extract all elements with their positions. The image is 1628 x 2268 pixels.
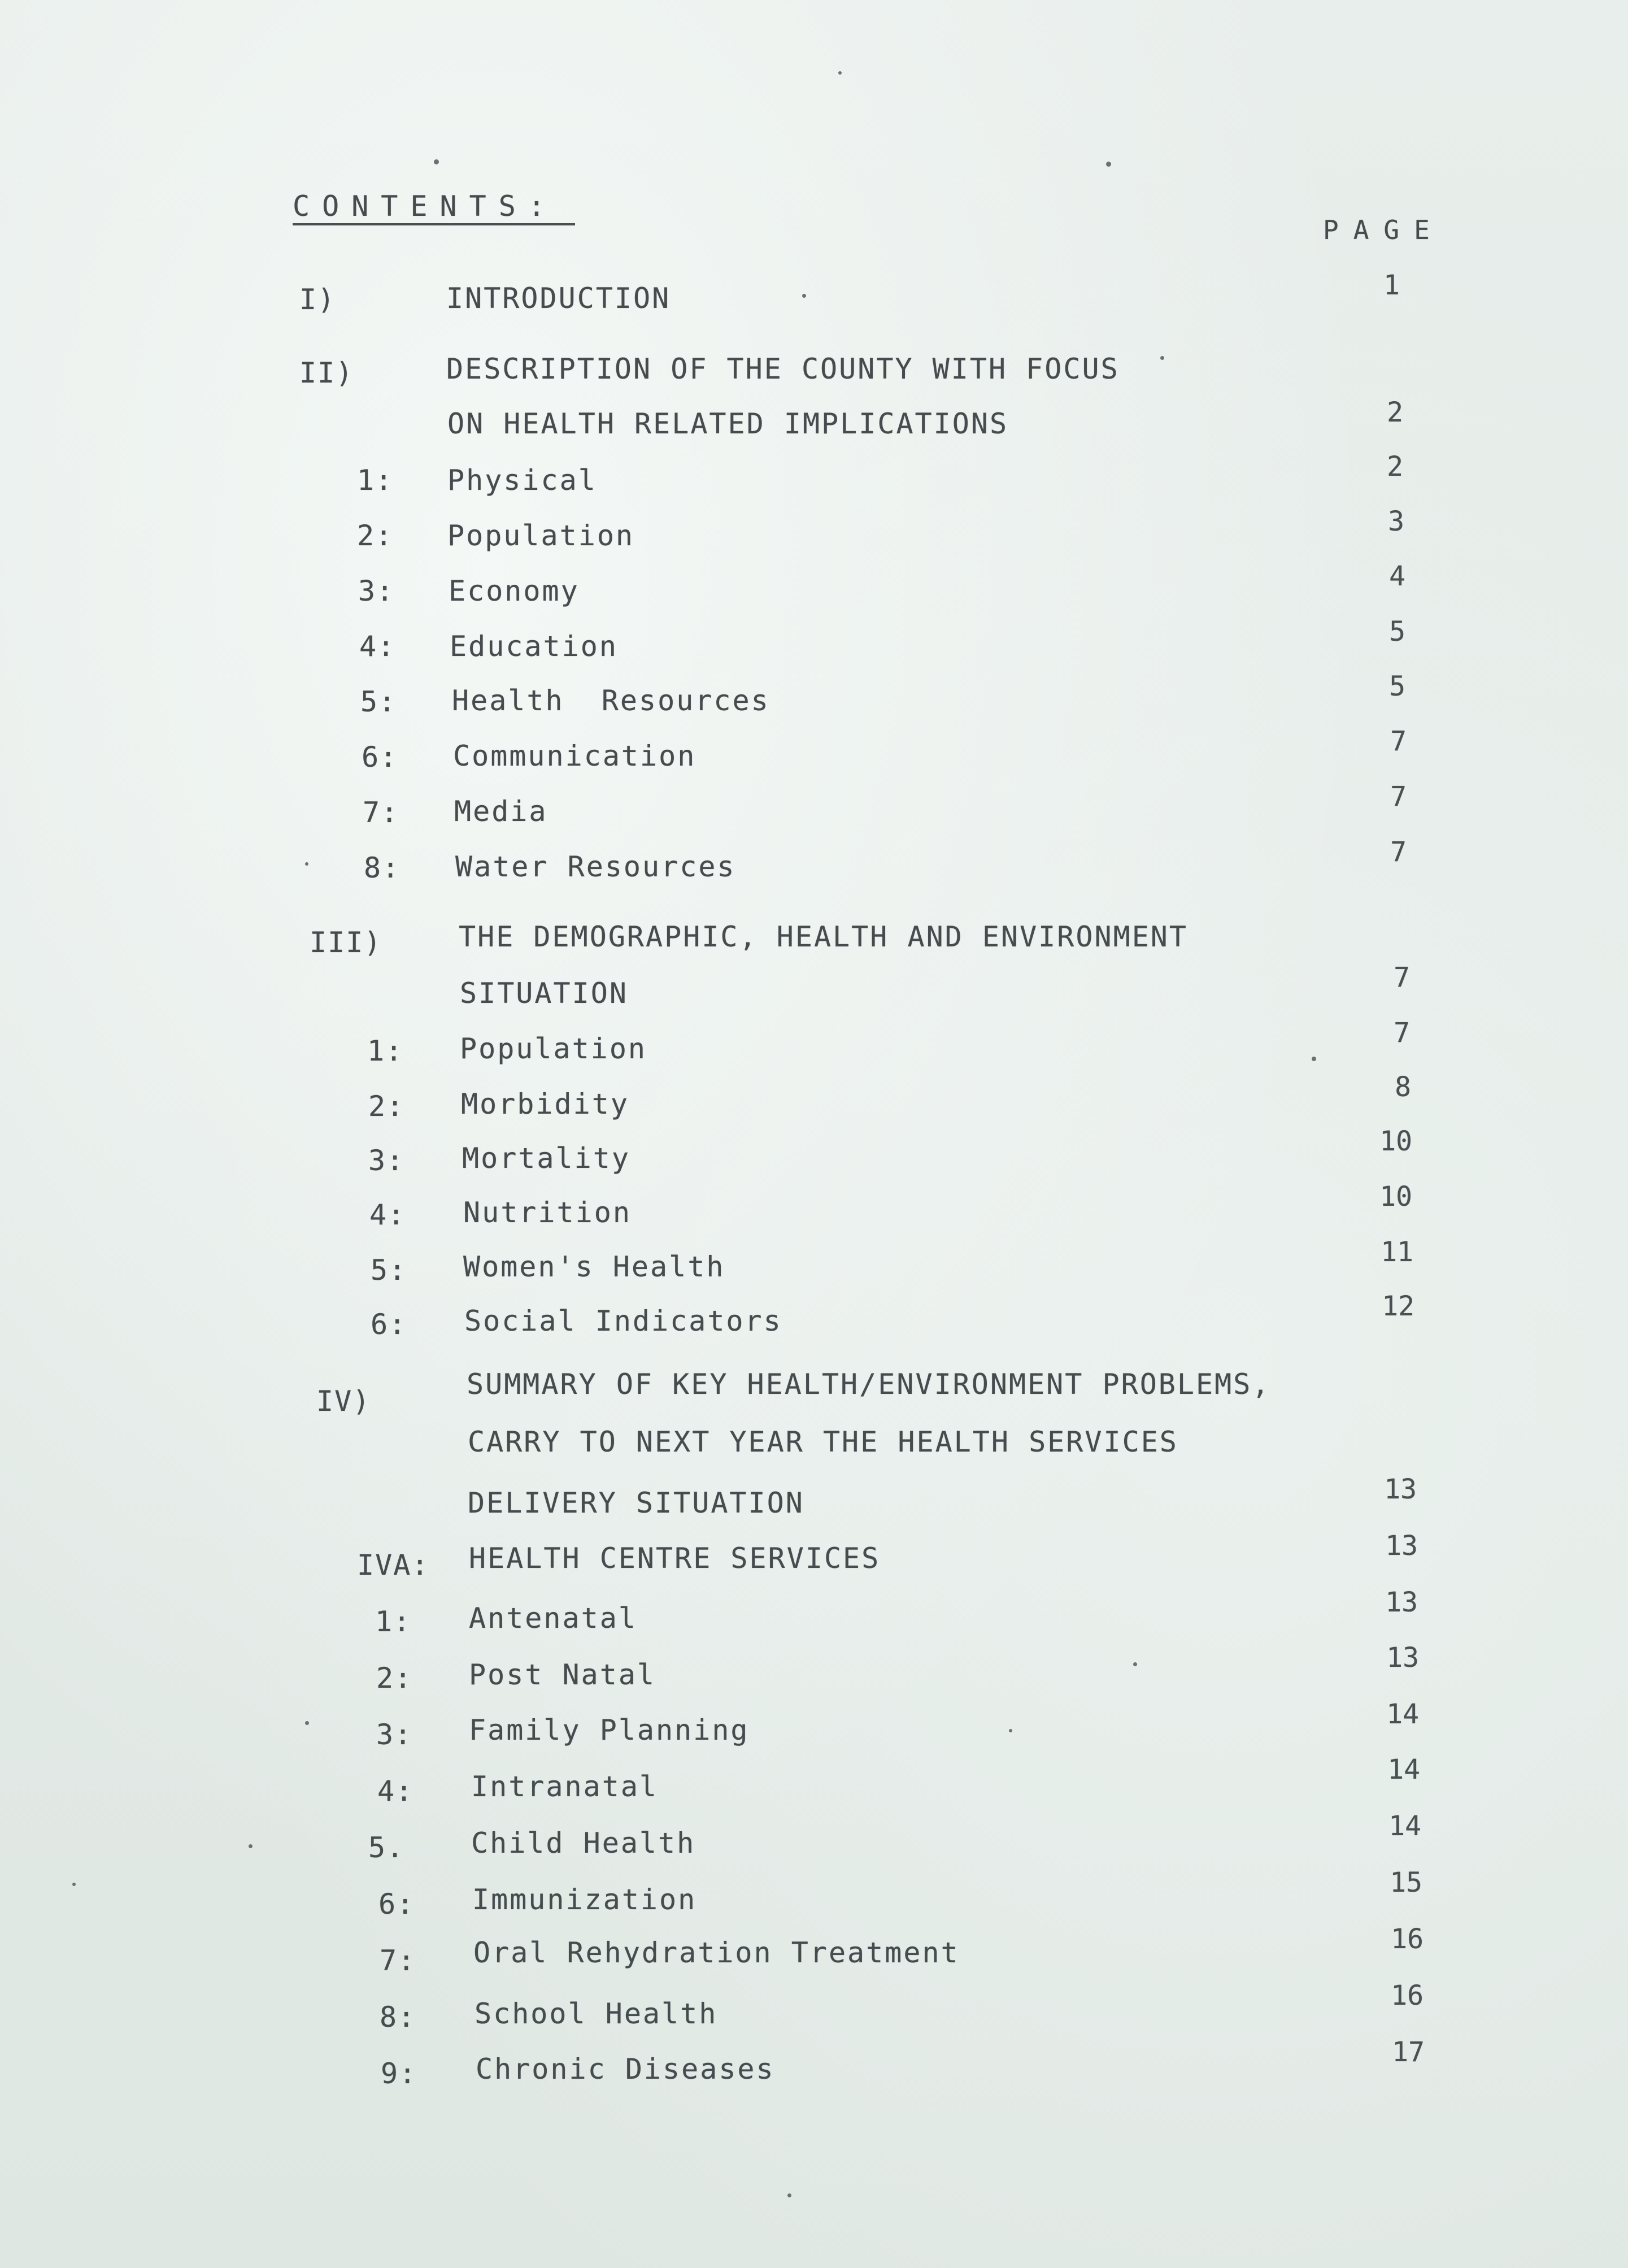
toc-page: 7 xyxy=(1390,781,1407,813)
print-speck xyxy=(1312,1057,1316,1061)
toc-title: THE DEMOGRAPHIC, HEALTH AND ENVIRONMENT xyxy=(459,920,1188,953)
toc-page: 17 xyxy=(1392,2036,1425,2068)
toc-page: 11 xyxy=(1381,1236,1413,1268)
toc-title: Morbidity xyxy=(461,1088,629,1120)
toc-number: 8: xyxy=(364,851,401,884)
toc-page: 16 xyxy=(1391,1980,1424,2011)
toc-title: INTRODUCTION xyxy=(446,282,671,315)
toc-page: 15 xyxy=(1390,1867,1422,1898)
toc-page: 10 xyxy=(1379,1181,1412,1213)
toc-title-continued: DELIVERY SITUATION xyxy=(468,1487,804,1519)
toc-number: IVA: xyxy=(357,1549,430,1581)
toc-page: 14 xyxy=(1387,1754,1420,1785)
toc-page: 4 xyxy=(1389,561,1405,592)
toc-title-continued: SITUATION xyxy=(460,977,628,1010)
toc-page: 7 xyxy=(1394,1017,1410,1049)
toc-number: 7: xyxy=(363,796,399,829)
toc-title: Mortality xyxy=(462,1142,630,1175)
print-speck xyxy=(1009,1729,1012,1732)
toc-number: I) xyxy=(299,283,336,316)
toc-number: 1: xyxy=(375,1605,412,1638)
toc-title: Media xyxy=(454,795,548,828)
print-speck xyxy=(1106,162,1111,167)
toc-page: 3 xyxy=(1388,506,1404,537)
toc-page: 16 xyxy=(1391,1923,1424,1955)
toc-page: 14 xyxy=(1388,1810,1421,1842)
toc-number: 8: xyxy=(380,2001,416,2034)
toc-page: 2 xyxy=(1387,451,1403,483)
toc-title: Nutrition xyxy=(463,1196,632,1229)
toc-number: 5: xyxy=(360,685,397,718)
print-speck xyxy=(838,71,842,75)
toc-title: Intranatal xyxy=(471,1770,659,1803)
toc-number: 1: xyxy=(357,464,394,497)
toc-title: Child Health xyxy=(471,1827,696,1859)
toc-number: III) xyxy=(310,926,382,959)
toc-number: 3: xyxy=(358,575,395,607)
print-speck xyxy=(1160,356,1164,360)
toc-page: 8 xyxy=(1395,1071,1411,1103)
print-speck xyxy=(802,294,806,298)
toc-title: Education xyxy=(450,630,618,663)
toc-title: Women's Health xyxy=(463,1250,725,1283)
toc-title: Oral Rehydration Treatment xyxy=(473,1936,960,1969)
toc-number: 4: xyxy=(369,1198,406,1231)
toc-page: 10 xyxy=(1379,1126,1412,1157)
toc-page: 13 xyxy=(1385,1587,1418,1618)
print-speck xyxy=(72,1883,76,1886)
toc-title: Water Resources xyxy=(455,850,736,883)
toc-title: Immunization xyxy=(472,1883,697,1916)
toc-page: 7 xyxy=(1390,836,1407,868)
toc-number: 2: xyxy=(368,1090,405,1123)
print-speck xyxy=(434,159,439,164)
toc-page: 14 xyxy=(1386,1698,1419,1730)
print-speck xyxy=(1133,1662,1137,1666)
toc-title: Health Resources xyxy=(452,684,770,717)
toc-title-continued: ON HEALTH RELATED IMPLICATIONS xyxy=(447,407,1009,440)
toc-title: Family Planning xyxy=(469,1714,750,1746)
toc-title: Chronic Diseases xyxy=(476,2053,775,2085)
toc-page: 7 xyxy=(1394,962,1410,993)
toc-page: 13 xyxy=(1384,1474,1417,1505)
toc-number: 2: xyxy=(376,1662,413,1695)
toc-page: 13 xyxy=(1386,1642,1419,1674)
toc-title: Social Indicators xyxy=(464,1305,782,1337)
toc-number: 2: xyxy=(357,519,394,552)
toc-number: 3: xyxy=(368,1144,405,1177)
toc-number: 4: xyxy=(359,630,396,663)
toc-title: Communication xyxy=(453,740,697,772)
print-speck xyxy=(305,1721,309,1725)
toc-number: 4: xyxy=(377,1775,414,1808)
toc-number: 7: xyxy=(380,1944,416,1977)
print-speck xyxy=(249,1844,253,1848)
toc-title: HEALTH CENTRE SERVICES xyxy=(469,1542,881,1575)
toc-number: 6: xyxy=(371,1308,407,1341)
heading-underline xyxy=(293,223,575,225)
toc-number: 3: xyxy=(376,1718,413,1751)
toc-title: DESCRIPTION OF THE COUNTY WITH FOCUS xyxy=(446,353,1120,385)
toc-title: SUMMARY OF KEY HEALTH/ENVIRONMENT PROBLEMS, xyxy=(467,1368,1271,1401)
toc-number: 1: xyxy=(367,1035,404,1067)
page-column-label: PAGE xyxy=(1323,215,1444,245)
toc-number: 6: xyxy=(378,1888,415,1921)
toc-number: 6: xyxy=(362,741,398,774)
toc-number: 9: xyxy=(381,2057,417,2090)
toc-title: Population xyxy=(447,519,635,552)
toc-title: Population xyxy=(460,1032,647,1065)
toc-number: II) xyxy=(299,357,354,389)
toc-number: IV) xyxy=(316,1385,371,1418)
toc-title: Economy xyxy=(449,575,580,607)
toc-number: 5: xyxy=(371,1254,407,1287)
toc-page: 13 xyxy=(1385,1530,1418,1562)
toc-title: Antenatal xyxy=(469,1602,637,1635)
toc-page: 1 xyxy=(1383,270,1400,301)
toc-page: 5 xyxy=(1389,616,1405,648)
toc-title: Physical xyxy=(447,464,597,497)
contents-heading: CONTENTS: xyxy=(293,190,558,223)
toc-page: 5 xyxy=(1389,671,1405,702)
toc-title: Post Natal xyxy=(469,1658,656,1691)
toc-number: 5. xyxy=(368,1831,405,1864)
toc-page: 7 xyxy=(1390,725,1407,757)
toc-title: School Health xyxy=(475,1997,718,2030)
print-speck xyxy=(787,2193,791,2197)
toc-page: 2 xyxy=(1387,397,1403,428)
toc-title-continued: CARRY TO NEXT YEAR THE HEALTH SERVICES xyxy=(468,1426,1178,1458)
toc-page: 12 xyxy=(1382,1291,1414,1322)
print-speck xyxy=(305,862,308,866)
